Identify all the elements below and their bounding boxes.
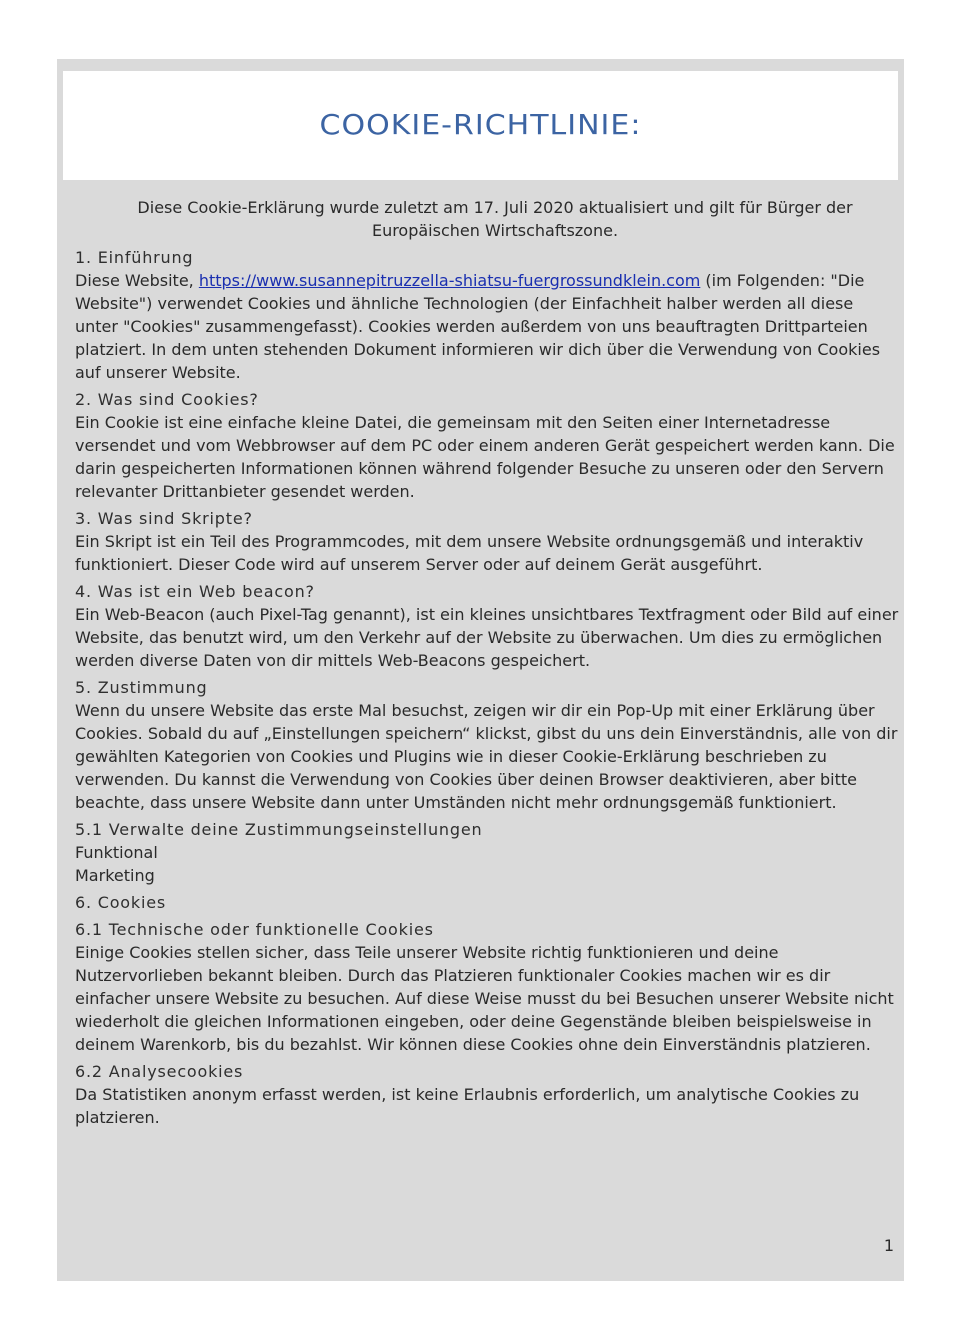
section-heading: 5.1 Verwalte deine Zustimmungseinstellungen	[75, 820, 483, 839]
page-title: COOKIE-RICHTLINIE:	[319, 109, 642, 142]
section-text: Einige Cookies stellen sicher, dass Teile unserer Website richtig funktionieren und deine Nutzervorlieben bekannt bleiben. Durch das Platzieren funktionaler Cookies machen wir es dir einfacher unsere Website zu besuchen. Auf diese Weise musst du bei Besuchen unserer Website nicht wiederholt die gleichen Informationen eingeben, oder deine Gegenstände bleiben beispielsweise in deinem Warenkorb, bis du bezahlst. Wir können diese Cookies ohne dein Einverständnis platzieren.	[75, 943, 894, 1054]
section-what-are-scripts	[75, 507, 901, 576]
section-heading: 1. Einführung	[75, 248, 194, 267]
page-number: 1	[883, 1236, 894, 1255]
title-banner	[63, 71, 898, 180]
section-analytics-cookies	[75, 1060, 901, 1129]
document-page	[57, 59, 904, 1281]
section-functional-cookies	[75, 918, 901, 1056]
section-heading: 2. Was sind Cookies?	[75, 390, 259, 409]
section-introduction	[75, 246, 901, 384]
section-heading: 5. Zustimmung	[75, 678, 208, 697]
section-text: Wenn du unsere Website das erste Mal besuchst, zeigen wir dir ein Pop-Up mit einer Erklärung über Cookies. Sobald du auf „Einstellungen speichern“ klickst, gibst du uns dein Einverständnis, alle von dir gewählten Kategorien von Cookies und Plugins wie in dieser Cookie-Erklärung beschrieben zu verwenden. Du kannst die Verwendung von Cookies über deinen Browser deaktivieren, aber bitte beachte, dass unsere Website dann unter Umständen nicht mehr ordnungsgemäß funktioniert.	[75, 701, 898, 812]
section-heading: 6.1 Technische oder funktionelle Cookies	[75, 920, 434, 939]
section-text: Ein Cookie ist eine einfache kleine Datei, die gemeinsam mit den Seiten einer Internetadresse versendet und vom Webbrowser auf dem PC oder einem anderen Gerät gespeichert werden kann. Die darin gespeicherten Informationen können während folgender Besuche zu unseren oder den Servern relevanter Drittanbieter gesendet werden.	[75, 413, 895, 501]
section-text: Ein Web-Beacon (auch Pixel-Tag genannt), ist ein kleines unsichtbares Textfragment oder Bild auf einer Website, das benutzt wird, um den Verkehr auf der Website zu überwachen. Um dies zu ermöglichen werden diverse Daten von dir mittels Web-Beacons gespeichert.	[75, 605, 899, 670]
consent-item-marketing: Marketing	[75, 866, 155, 885]
section-text	[75, 269, 901, 384]
document-body	[75, 196, 901, 1133]
consent-item-functional: Funktional	[75, 843, 158, 862]
section-cookies	[75, 891, 901, 914]
website-link[interactable]: https://www.susannepitruzzella-shiatsu-fuergrossundklein.com	[198, 271, 701, 290]
section-consent	[75, 676, 901, 814]
section-heading: 6. Cookies	[75, 893, 166, 912]
section-heading: 3. Was sind Skripte?	[75, 509, 253, 528]
section-text-start: Diese Website,	[75, 271, 199, 290]
section-heading: 6.2 Analysecookies	[75, 1062, 244, 1081]
section-web-beacon	[75, 580, 901, 672]
section-text: Da Statistiken anonym erfasst werden, ist keine Erlaubnis erforderlich, um analytische Cookies zu platzieren.	[75, 1085, 860, 1127]
section-heading: 4. Was ist ein Web beacon?	[75, 582, 315, 601]
section-text: Ein Skript ist ein Teil des Programmcodes, mit dem unsere Website ordnungsgemäß und interaktiv funktioniert. Dieser Code wird auf unserem Server oder auf deinem Gerät ausgeführt.	[75, 532, 864, 574]
section-text-end: (im Folgenden: "Die Website") verwendet Cookies und ähnliche Technologien (der Einfachheit halber werden all diese unter "Cookies" zusammengefasst). Cookies werden außerdem von uns beauftragten Drittparteien platziert. In dem unten stehenden Dokument informieren wir dich über die Verwendung von Cookies auf unserer Website.	[75, 271, 881, 382]
intro-text: Diese Cookie-Erklärung wurde zuletzt am 17. Juli 2020 aktualisiert und gilt für Bürger der Europäischen Wirtschaftszone.	[137, 198, 853, 240]
section-manage-consent	[75, 818, 901, 887]
section-what-are-cookies	[75, 388, 901, 503]
